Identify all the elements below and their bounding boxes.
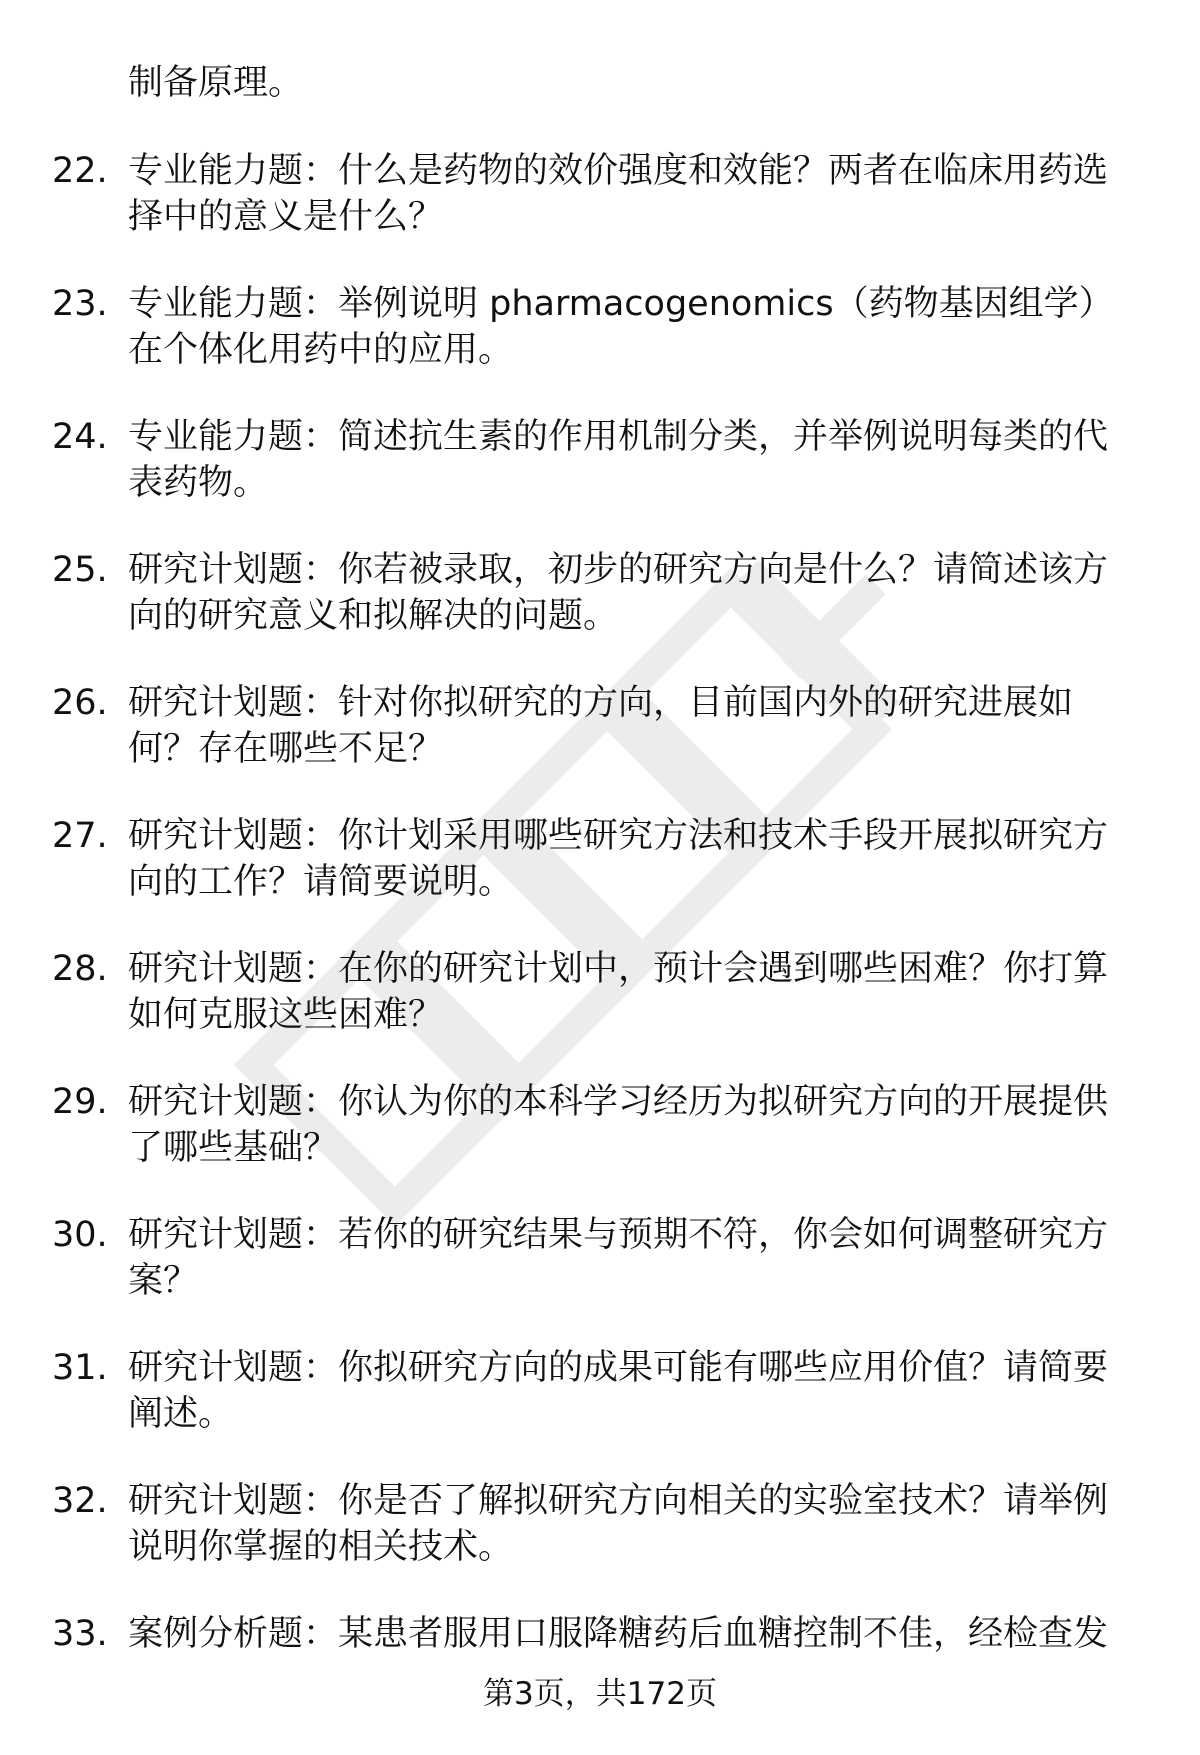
- question-item: [0, 414, 1200, 547]
- question-text: 研究计划题：你认为你的本科学习经历为拟研究方向的开展提供了哪些基础？: [128, 1082, 1109, 1168]
- question-text: 专业能力题：举例说明 pharmacogenomics（药物基因组学）在个体化用药中的应用。: [128, 284, 1114, 370]
- question-number: 26.: [52, 683, 108, 723]
- question-item: [0, 946, 1200, 1079]
- question-text: 专业能力题：什么是药物的效价强度和效能？两者在临床用药选择中的意义是什么？: [128, 151, 1109, 237]
- continuation-text: 制备原理。: [128, 63, 304, 103]
- question-item: [0, 148, 1200, 281]
- question-number: 32.: [52, 1481, 108, 1521]
- question-number: 25.: [52, 550, 108, 590]
- question-number: 23.: [52, 284, 108, 324]
- question-item: [0, 813, 1200, 946]
- question-item: [0, 1079, 1200, 1212]
- question-number: 24.: [52, 417, 108, 457]
- question-number: 33.: [52, 1614, 108, 1654]
- question-number: 31.: [52, 1348, 108, 1388]
- question-item: [0, 680, 1200, 813]
- question-number: 28.: [52, 949, 108, 989]
- question-number: 27.: [52, 816, 108, 856]
- question-list: [0, 148, 1200, 1744]
- question-item: [0, 547, 1200, 680]
- question-number: 30.: [52, 1215, 108, 1255]
- question-number: 29.: [52, 1082, 108, 1122]
- question-text: 专业能力题：简述抗生素的作用机制分类，并举例说明每类的代表药物。: [128, 417, 1109, 503]
- question-text: 案例分析题：某患者服用口服降糖药后血糖控制不佳，经检查发: [128, 1614, 1109, 1654]
- question-text: 研究计划题：你若被录取，初步的研究方向是什么？请简述该方向的研究意义和拟解决的问题。: [128, 550, 1109, 636]
- question-text: 研究计划题：若你的研究结果与预期不符，你会如何调整研究方案？: [128, 1215, 1109, 1301]
- question-text: 研究计划题：在你的研究计划中，预计会遇到哪些困难？你打算如何克服这些困难？: [128, 949, 1109, 1035]
- question-text: 研究计划题：你拟研究方向的成果可能有哪些应用价值？请简要阐述。: [128, 1348, 1109, 1434]
- question-number: 22.: [52, 151, 108, 191]
- question-text: 研究计划题：你计划采用哪些研究方法和技术手段开展拟研究方向的工作？请简要说明。: [128, 816, 1109, 902]
- question-text: 研究计划题：你是否了解拟研究方向相关的实验室技术？请举例说明你掌握的相关技术。: [128, 1481, 1109, 1567]
- question-item: [0, 1478, 1200, 1611]
- question-text: 研究计划题：针对你拟研究的方向，目前国内外的研究进展如何？存在哪些不足？: [128, 683, 1074, 769]
- question-item: [0, 1345, 1200, 1478]
- question-item: [0, 1212, 1200, 1345]
- page-footer: 第3页，共172页: [483, 1676, 717, 1712]
- question-item: [0, 281, 1200, 414]
